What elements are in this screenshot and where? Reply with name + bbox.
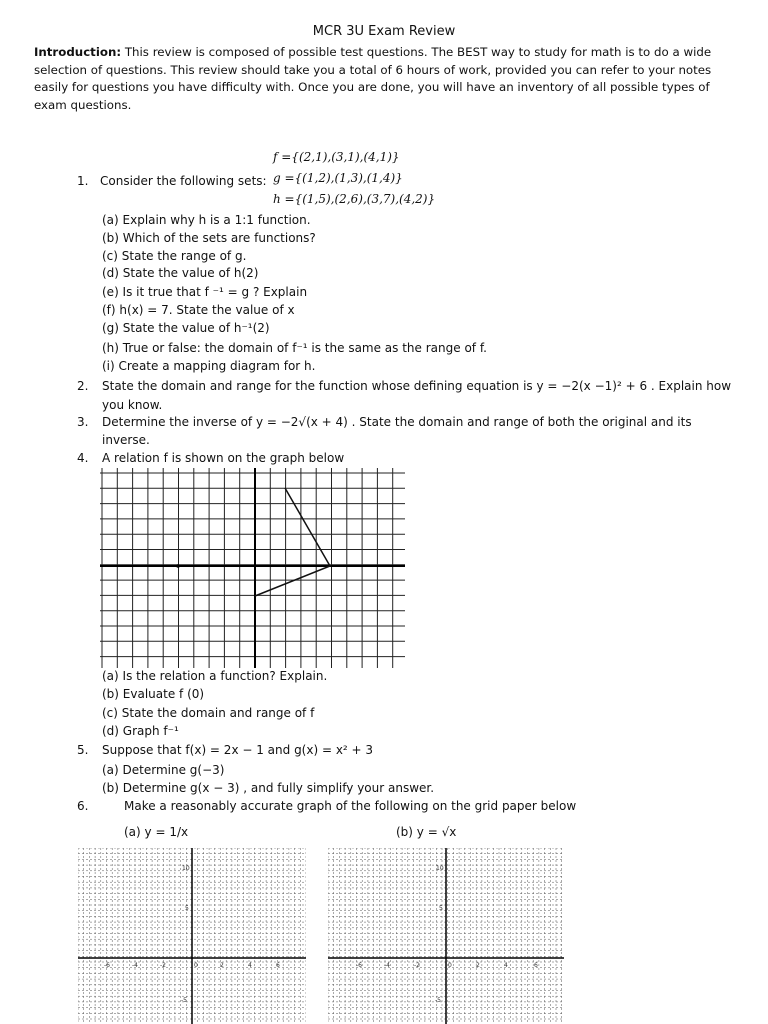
- set-f: f ={(2,1),(3,1),(4,1)}: [273, 150, 400, 164]
- q5-part-b: (b) Determine g(x − 3) , and fully simplify your answer.: [102, 781, 435, 795]
- q6-part-b: (b) y = √x: [396, 825, 457, 839]
- left-tick-x3: 0: [194, 962, 198, 969]
- q4-part-b: (b) Evaluate f (0): [102, 687, 205, 701]
- q6-text: Make a reasonably accurate graph of the following on the grid paper below: [124, 799, 577, 813]
- q3-text-line1: Determine the inverse of y = −2√(x + 4) . State the domain and range of both the original and its: [102, 415, 692, 429]
- right-tick-x0: -6: [356, 962, 362, 969]
- q4-part-a: (a) Is the relation a function? Explain.: [102, 669, 328, 683]
- q1-part-b: (b) Which of the sets are functions?: [102, 231, 316, 245]
- relation-grid: [100, 468, 405, 668]
- right-tick-x2: -2: [414, 962, 420, 969]
- left-tick-y-bottom: -5: [181, 997, 187, 1004]
- left-tick-y-mid: 5: [185, 905, 189, 912]
- right-tick-x3: 0: [448, 962, 452, 969]
- left-tick-x5: 4: [248, 962, 252, 969]
- set-h: h ={(1,5),(2,6),(3,7),(4,2)}: [273, 192, 436, 206]
- q5-number: 5.: [77, 743, 89, 757]
- q1-part-e: (e) Is it true that f ⁻¹ = g ? Explain: [102, 285, 308, 299]
- right-tick-x6: 6: [534, 962, 538, 969]
- introduction-label: Introduction:: [34, 45, 122, 59]
- right-tick-y-mid: 5: [439, 905, 443, 912]
- grid-paper-left: [78, 848, 306, 1024]
- introduction-paragraph: [34, 44, 724, 114]
- q1-number: 1.: [77, 174, 89, 188]
- q1-part-i: (i) Create a mapping diagram for h.: [102, 359, 316, 373]
- q1-part-f: (f) h(x) = 7. State the value of x: [102, 303, 295, 317]
- q5-part-a: (a) Determine g(−3): [102, 763, 225, 777]
- q2-text-line2: you know.: [102, 398, 163, 412]
- introduction-text: This review is composed of possible test questions. The BEST way to study for math is to do a wide selection of questions. This review should take you a total of 6 hours of work, provided you can refer to your notes easily for questions you have difficulty with. Once you are done, you will have an inventory of all possible types of exam questions.: [34, 45, 712, 112]
- q1-part-c: (c) State the range of g.: [102, 249, 247, 263]
- relation-graph: [100, 468, 410, 668]
- q1-part-h: (h) True or false: the domain of f⁻¹ is the same as the range of f.: [102, 341, 487, 355]
- q2-number: 2.: [77, 379, 89, 393]
- q1-part-g: (g) State the value of h⁻¹(2): [102, 321, 270, 335]
- q3-number: 3.: [77, 415, 89, 429]
- q2-text-line1: State the domain and range for the function whose defining equation is y = −2(x −1)² + 6 . Explain how: [102, 379, 732, 393]
- right-tick-y-top: 10: [436, 865, 444, 872]
- q1-part-d: (d) State the value of h(2): [102, 266, 259, 280]
- left-tick-x0: -6: [104, 962, 110, 969]
- left-tick-x6: 6: [276, 962, 280, 969]
- q1-text: Consider the following sets:: [100, 174, 267, 188]
- q4-text: A relation f is shown on the graph below: [102, 451, 345, 465]
- page-title: MCR 3U Exam Review: [312, 24, 456, 39]
- left-tick-x1: -4: [132, 962, 138, 969]
- right-tick-x1: -4: [384, 962, 390, 969]
- relation-point: [176, 564, 180, 568]
- q5-text: Suppose that f(x) = 2x − 1 and g(x) = x² + 3: [102, 743, 374, 757]
- left-tick-x4: 2: [220, 962, 224, 969]
- q4-part-d: (d) Graph f⁻¹: [102, 724, 179, 738]
- right-tick-y-bottom: -5: [435, 997, 441, 1004]
- right-tick-x5: 4: [504, 962, 508, 969]
- q1-part-a: (a) Explain why h is a 1:1 function.: [102, 213, 311, 227]
- left-tick-y-top: 10: [182, 865, 190, 872]
- right-tick-x4: 2: [476, 962, 480, 969]
- q3-text-line2: inverse.: [102, 433, 150, 447]
- q6-part-a: (a) y = 1/x: [124, 825, 189, 839]
- q4-part-c: (c) State the domain and range of f: [102, 706, 315, 720]
- grid-paper-right: [328, 848, 564, 1024]
- q4-number: 4.: [77, 451, 89, 465]
- q6-number: 6.: [77, 799, 89, 813]
- set-g: g ={(1,2),(1,3),(1,4)}: [273, 171, 403, 185]
- left-tick-x2: -2: [160, 962, 166, 969]
